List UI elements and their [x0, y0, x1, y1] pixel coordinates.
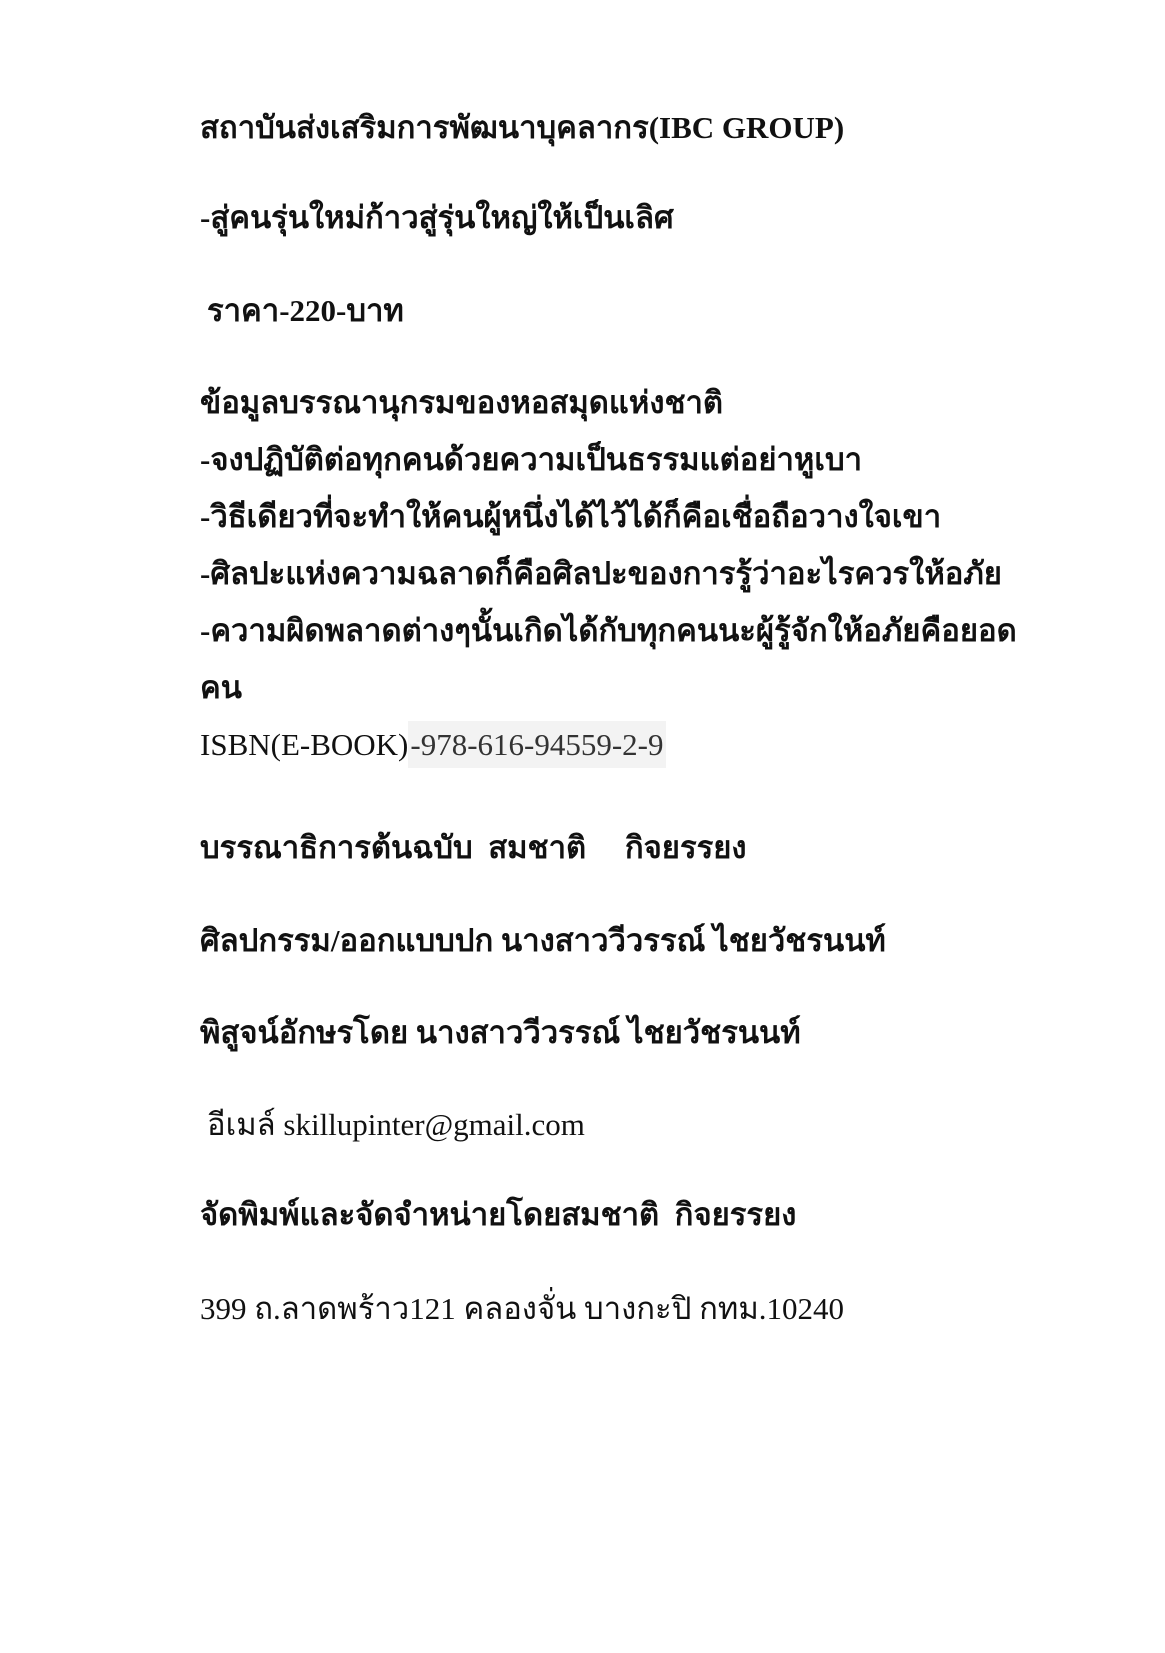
catalog-line: -วิธีเดียวที่จะทำให้คนผู้หนึ่งได้ไว้ได้ก็คือเชื่อถือวางใจเขา: [200, 499, 942, 534]
publisher-credit: จัดพิมพ์และจัดจำหน่ายโดยสมชาติ กิจยรรยง: [200, 1197, 797, 1232]
address: 399 ถ.ลาดพร้าว121 คลองจั่น บางกะปิ กทม.10240: [200, 1291, 845, 1326]
catalog-line: -ศิลปะแห่งความฉลาดก็คือศิลปะของการรู้ว่าอะไรควรให้อภัย: [200, 556, 1002, 591]
catalog-line: คน: [200, 670, 242, 705]
catalog-line: -ความผิดพลาดต่างๆนั้นเกิดได้กับทุกคนนะผู้รู้จักให้อภัยคือยอด: [200, 613, 1017, 648]
editor-credit: บรรณาธิการต้นฉบับ สมชาติ กิจยรรยง: [200, 830, 747, 865]
price: ราคา-220-บาท: [207, 293, 404, 328]
book-title: -สู่คนรุ่นใหม่ก้าวสู่รุ่นใหญ่ให้เป็นเลิศ: [200, 200, 674, 235]
catalog-heading: ข้อมูลบรรณานุกรมของหอสมุดแห่งชาติ: [200, 385, 724, 420]
catalog-line: -จงปฏิบัติต่อทุกคนด้วยความเป็นธรรมแต่อย่าหูเบา: [200, 442, 863, 477]
email: อีเมล์ skillupinter@gmail.com: [207, 1107, 585, 1142]
isbn: [200, 729, 666, 760]
isbn-label: ISBN(E-BOOK): [200, 727, 409, 762]
isbn-number: -978-616-94559-2-9: [408, 721, 665, 768]
institute-name: สถาบันส่งเสริมการพัฒนาบุคลากร(IBC GROUP): [200, 110, 845, 145]
proofreader-credit: พิสูจน์อักษรโดย นางสาววีวรรณ์ ไชยวัชรนนท์: [200, 1015, 801, 1050]
cover-design-credit: ศิลปกรรม/ออกแบบปก นางสาววีวรรณ์ ไชยวัชรนนท์: [200, 923, 886, 958]
